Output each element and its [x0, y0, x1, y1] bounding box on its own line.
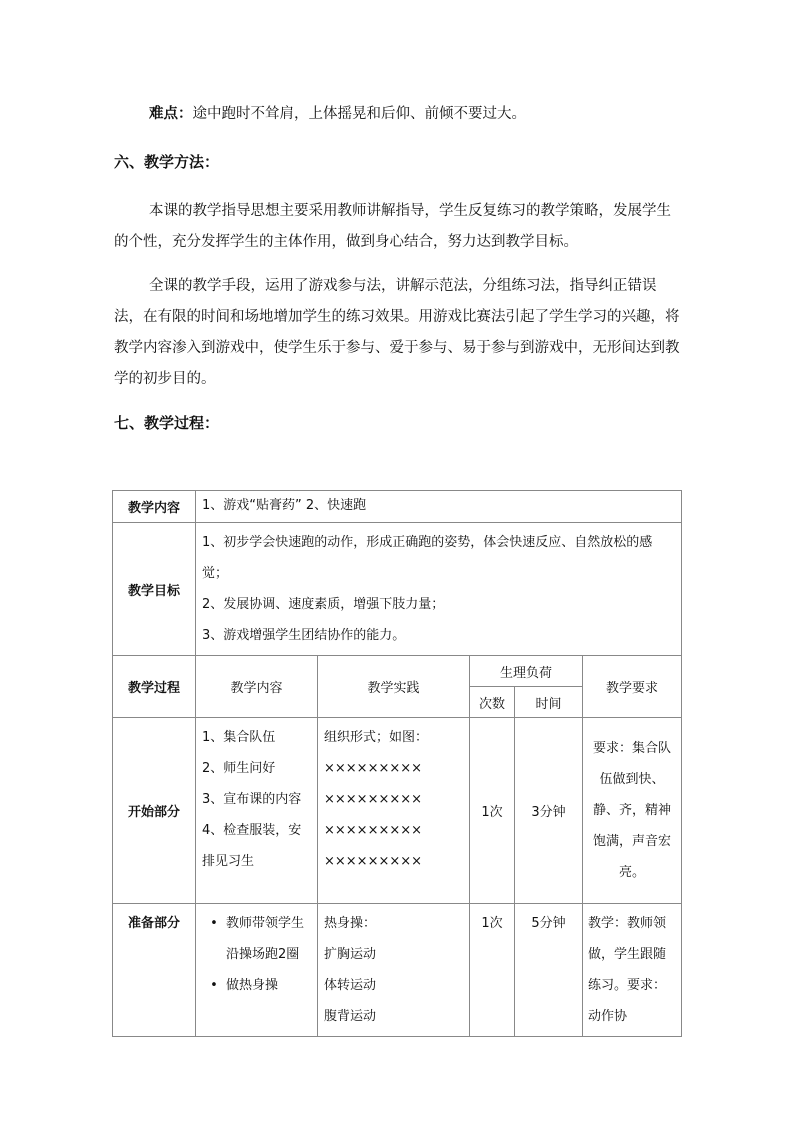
section6-paragraph-1: 本课的教学指导思想主要采用教师讲解指导，学生反复练习的教学策略，发展学生的个性，充分发挥学生的主体作用，做到身心结合，努力达到教学目标。: [114, 203, 671, 250]
prep-label: 准备部分: [113, 904, 196, 1037]
section6-heading: 六、教学方法：: [114, 153, 220, 171]
process-label: 教学过程: [113, 656, 196, 718]
prep-item-text: 做热身操: [226, 978, 279, 993]
goal-label: 教学目标: [113, 523, 196, 656]
difficulty-text: 途中跑时不耸肩，上体摇晃和后仰、前倾不要过大。: [192, 106, 526, 122]
prep-practice-line: 热身操：: [324, 916, 377, 931]
goal-list: [196, 523, 682, 656]
header-row-1: [113, 656, 682, 687]
start-item: 4、检查服装，安排见习生: [202, 823, 302, 869]
start-item: 2、师生问好: [202, 761, 276, 776]
content-value: 1、游戏“贴膏药” 2、快速跑: [196, 491, 682, 523]
start-item: 1、集合队伍: [202, 730, 276, 745]
goal-row: [113, 523, 682, 656]
start-count: 1次: [470, 718, 515, 904]
difficulty-label: 难点：: [149, 106, 193, 122]
prep-content: [196, 904, 318, 1037]
col-count-header: 次数: [470, 687, 515, 718]
goal-item: 3、游戏增强学生团结协作的能力。: [202, 628, 406, 643]
col-requirement-header: 教学要求: [583, 656, 682, 718]
bullet-icon: •: [210, 916, 218, 931]
col-practice-header: 教学实践: [318, 656, 470, 718]
prep-practice-line: 腹背运动: [324, 1009, 377, 1024]
start-item: 3、宣布课的内容: [202, 792, 302, 807]
prep-requirement: 教学：教师领做，学生跟随练习。要求：动作协: [583, 904, 682, 1037]
prep-practice: [318, 904, 470, 1037]
col-time-header: 时间: [515, 687, 583, 718]
goal-item: 1、初步学会快速跑的动作，形成正确跑的姿势，体会快速反应、自然放松的感觉；: [202, 535, 653, 581]
prep-item: [202, 970, 311, 1001]
prep-count: 1次: [470, 904, 515, 1037]
formation-row: ×××××××××: [324, 761, 423, 776]
col-load-header: 生理负荷: [470, 656, 583, 687]
formation-row: ×××××××××: [324, 854, 423, 869]
prep-item-text: 教师带领学生沿操场跑2圈: [226, 916, 305, 962]
start-section-row: [113, 718, 682, 904]
col-content-header: 教学内容: [196, 656, 318, 718]
bullet-icon: •: [210, 978, 218, 993]
goal-item: 2、发展协调、速度素质，增强下肢力量；: [202, 597, 445, 612]
section6-paragraph-2: 全课的教学手段，运用了游戏参与法，讲解示范法，分组练习法，指导纠正错误法，在有限的时间和场地增加学生的练习效果。用游戏比赛法引起了学生学习的兴趣，将教学内容渗入到游戏中，使学生乐于参与、爱于参与、易于参与到游戏中，无形间达到教学的初步目的。: [114, 278, 680, 387]
lesson-plan-table: [112, 490, 682, 1037]
difficulty-paragraph: [114, 99, 684, 130]
start-time: 3分钟: [515, 718, 583, 904]
section7-heading: 七、教学过程：: [114, 414, 220, 432]
prep-item: [202, 908, 311, 970]
content-label: 教学内容: [113, 491, 196, 523]
content-row: [113, 491, 682, 523]
prep-practice-line: 扩胸运动: [324, 947, 377, 962]
start-label: 开始部分: [113, 718, 196, 904]
formation-row: ×××××××××: [324, 792, 423, 807]
start-content: [196, 718, 318, 904]
start-requirement: 要求：集合队伍做到快、静、齐，精神饱满，声音宏亮。: [583, 718, 682, 904]
prep-time: 5分钟: [515, 904, 583, 1037]
prep-section-row: [113, 904, 682, 1037]
prep-practice-line: 体转运动: [324, 978, 377, 993]
formation-row: ×××××××××: [324, 823, 423, 838]
start-practice: [318, 718, 470, 904]
practice-title: 组织形式；如图：: [324, 730, 429, 745]
